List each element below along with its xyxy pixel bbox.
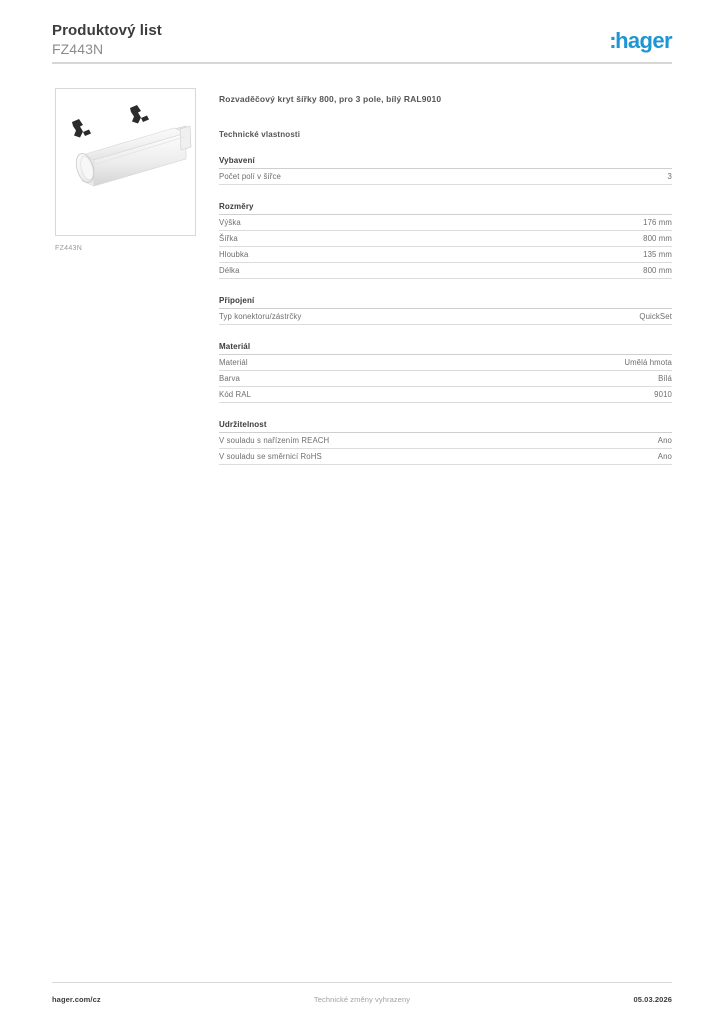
spec-label: Kód RAL: [219, 390, 252, 399]
spec-section: [219, 420, 672, 465]
product-image-frame: [55, 88, 196, 236]
spec-label: V souladu se směrnicí RoHS: [219, 452, 322, 461]
footer-website-link[interactable]: hager.com/cz: [52, 995, 101, 1004]
spec-row: [219, 263, 672, 279]
spec-section: [219, 156, 672, 185]
spec-label: Materiál: [219, 358, 248, 367]
product-image-column: [55, 88, 198, 252]
spec-value: 135 mm: [643, 250, 672, 259]
spec-value: 176 mm: [643, 218, 672, 227]
spec-label: Typ konektoru/zástrčky: [219, 312, 302, 321]
spec-value: Ano: [657, 436, 672, 445]
spec-section: [219, 202, 672, 279]
spec-value: 3: [667, 172, 672, 181]
product-description: Rozvaděčový kryt šířky 800, pro 3 pole, bílý RAL9010: [219, 94, 442, 104]
header-divider: [52, 62, 672, 64]
spec-label: Barva: [219, 374, 240, 383]
spec-row: [219, 247, 672, 263]
spec-section: [219, 342, 672, 403]
footer-date: 05.03.2026: [633, 995, 672, 1004]
spec-row: [219, 371, 672, 387]
spec-row: [219, 215, 672, 231]
spec-value: Bílá: [658, 374, 672, 383]
spec-section-title: Rozměry: [219, 202, 672, 215]
specifications-column: [219, 93, 672, 465]
spec-label: Délka: [219, 266, 240, 275]
footer-note: Technické změny vyhrazeny: [313, 995, 411, 1004]
spec-value: Ano: [657, 452, 672, 461]
page-title: Produktový list: [52, 22, 162, 39]
spec-label: Výška: [219, 218, 241, 227]
spec-section-title: Udržitelnost: [219, 420, 672, 433]
spec-value: 800 mm: [643, 234, 672, 243]
spec-section: [219, 296, 672, 325]
page-footer: [52, 995, 672, 1009]
logo-colon-mark: :: [609, 28, 616, 53]
spec-label: Počet polí v šířce: [219, 172, 281, 181]
spec-row: [219, 387, 672, 403]
specification-sections: [219, 156, 672, 465]
spec-label: V souladu s nařízením REACH: [219, 436, 330, 445]
spec-value: 9010: [654, 390, 672, 399]
spec-value: Umělá hmota: [624, 358, 672, 367]
spec-section-title: Připojení: [219, 296, 672, 309]
technical-properties-heading: Technické vlastnosti: [219, 130, 301, 139]
spec-row: [219, 231, 672, 247]
spec-section-title: Vybavení: [219, 156, 672, 169]
logo-wordmark: hager: [615, 28, 672, 53]
spec-label: Hloubka: [219, 250, 249, 259]
spec-value: 800 mm: [643, 266, 672, 275]
product-reference: FZ443N: [52, 41, 104, 57]
spec-value: QuickSet: [639, 312, 672, 321]
page-header: [52, 22, 672, 62]
mounting-bracket-right: [130, 105, 149, 124]
spec-label: Šířka: [219, 234, 238, 243]
mounting-bracket-left: [72, 119, 91, 138]
product-illustration-icon: [56, 89, 195, 235]
spec-row: [219, 355, 672, 371]
hager-logo: [609, 28, 672, 54]
spec-row: [219, 433, 672, 449]
footer-divider: [52, 982, 672, 983]
product-image-caption: FZ443N: [55, 245, 83, 252]
spec-row: [219, 169, 672, 185]
spec-row: [219, 309, 672, 325]
spec-section-title: Materiál: [219, 342, 672, 355]
spec-row: [219, 449, 672, 465]
